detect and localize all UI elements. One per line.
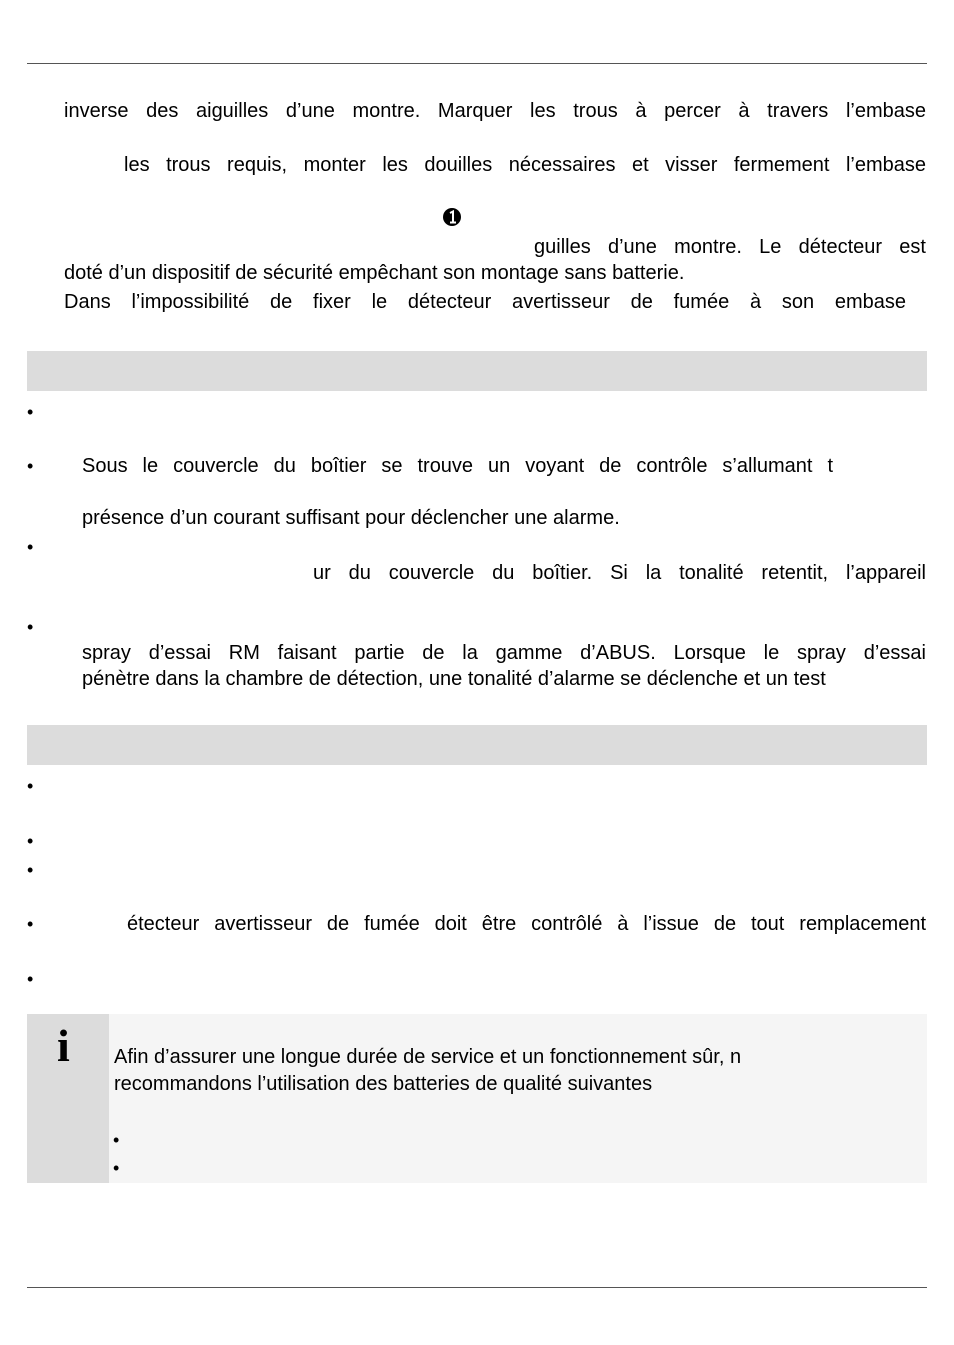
info-icon: i: [57, 1020, 70, 1071]
bullet-icon: •: [113, 1130, 120, 1150]
paragraph-line: Dans l’impossibilité de fixer le détecteur avertisseur de fumée à son embase: [64, 291, 906, 313]
info-icon-strip: [27, 1014, 109, 1183]
paragraph-line: guilles d’une montre. Le détecteur est: [534, 236, 926, 258]
paragraph-line: inverse des aiguilles d’une montre. Marquer les trous à percer à travers l’embase: [64, 100, 926, 122]
footer-rule: [27, 1287, 927, 1288]
bullet-icon: •: [27, 969, 34, 989]
bullet-icon: •: [27, 537, 34, 557]
info-note-line: recommandons l’utilisation des batteries de qualité suivantes: [114, 1073, 653, 1095]
list-item-line: présence d’un courant suffisant pour déclencher une alarme.: [82, 507, 620, 529]
bullet-icon: •: [113, 1158, 120, 1178]
bullet-icon: •: [27, 456, 34, 476]
bullet-icon: •: [27, 776, 34, 796]
info-note-box: [27, 1014, 927, 1183]
bullet-icon: •: [27, 914, 34, 934]
bullet-icon: •: [27, 831, 34, 851]
list-item-line: spray d’essai RM faisant partie de la gamme d’ABUS. Lorsque le spray d’essai: [82, 642, 926, 664]
list-item-line: étecteur avertisseur de fumée doit être contrôlé à l’issue de tout remplacement: [127, 913, 926, 935]
paragraph-line: les trous requis, monter les douilles nécessaires et visser fermement l’embase: [124, 154, 926, 176]
info-note-line: Afin d’assurer une longue durée de service et un fonctionnement sûr, n: [114, 1046, 742, 1068]
bullet-icon: •: [27, 860, 34, 880]
step-one-marker-icon: [442, 207, 462, 227]
list-item-line: Sous le couvercle du boîtier se trouve un voyant de contrôle s’allumant t: [82, 455, 833, 477]
section-heading-bar: [27, 351, 927, 391]
list-item-line: pénètre dans la chambre de détection, une tonalité d’alarme se déclenche et un test: [82, 668, 826, 690]
paragraph-line: doté d’un dispositif de sécurité empêchant son montage sans batterie.: [64, 262, 685, 284]
bullet-icon: •: [27, 402, 34, 422]
list-item-line: ur du couvercle du boîtier. Si la tonalité retentit, l’appareil: [313, 562, 926, 584]
section-heading-bar: [27, 725, 927, 765]
bullet-icon: •: [27, 617, 34, 637]
header-rule: [27, 63, 927, 64]
